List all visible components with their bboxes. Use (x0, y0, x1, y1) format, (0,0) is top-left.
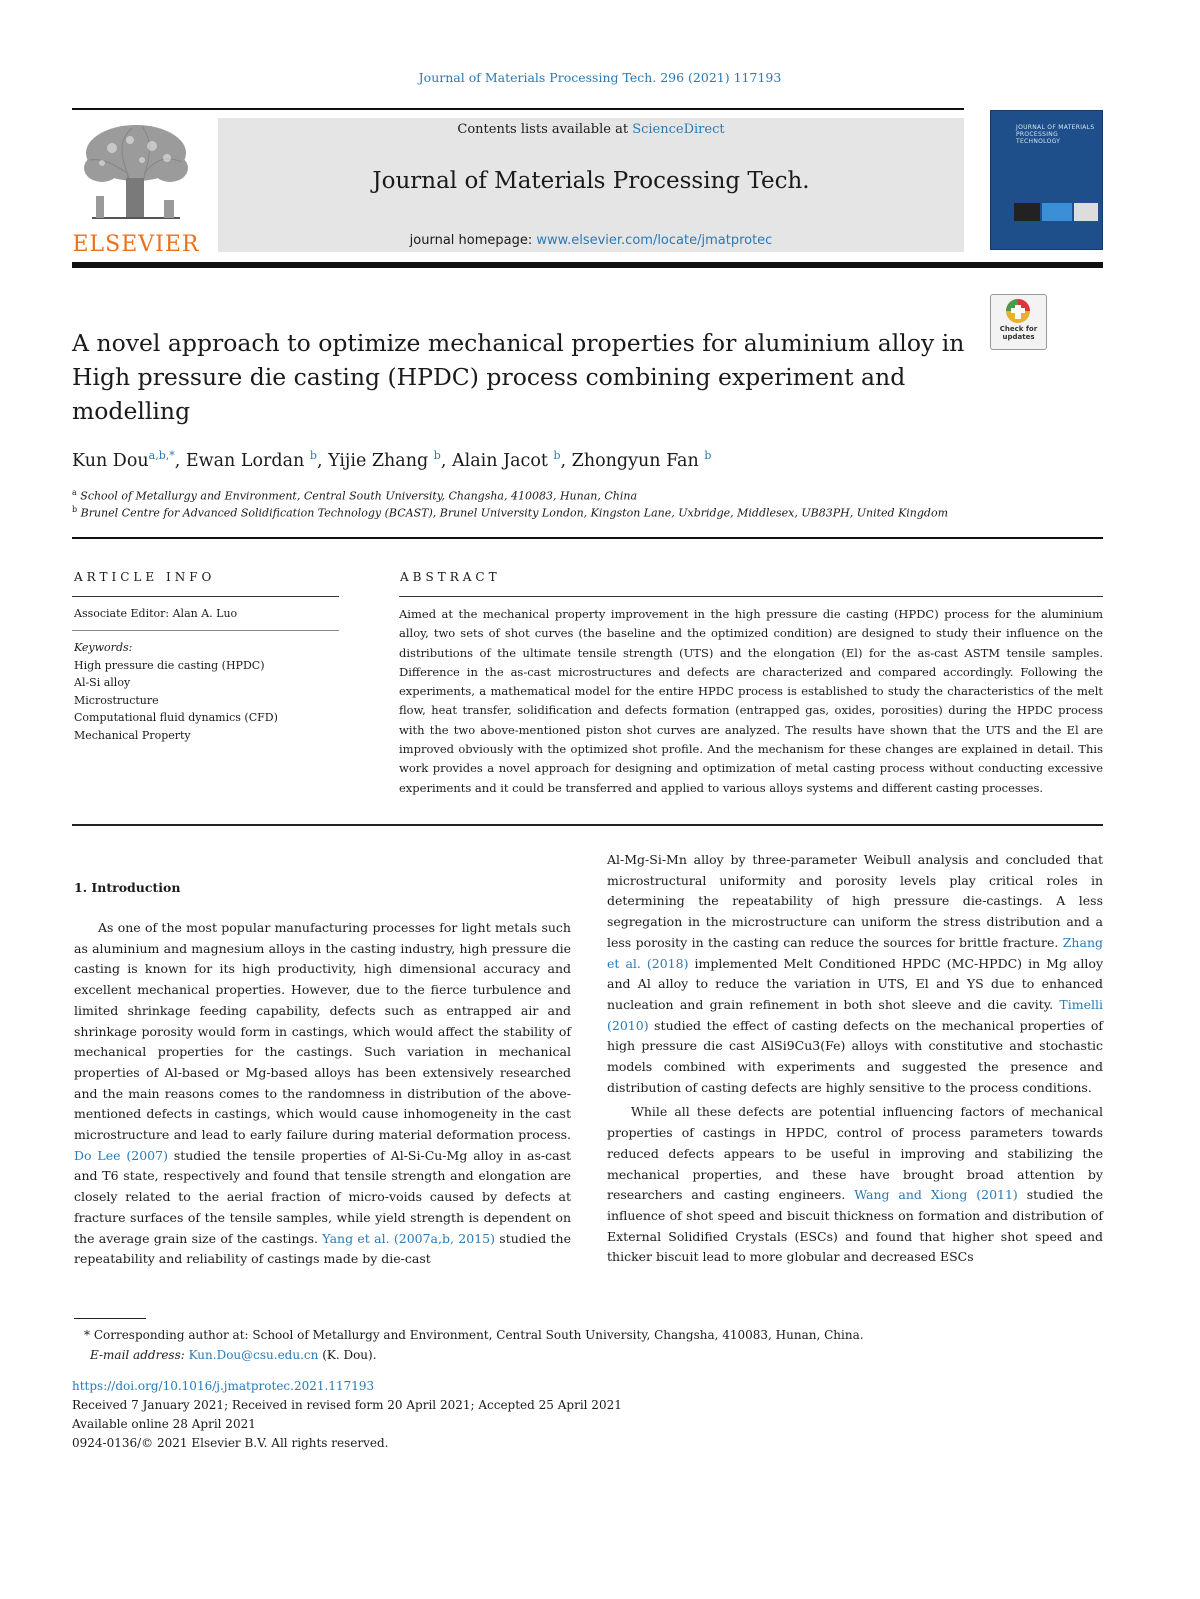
affiliation-text: Brunel Centre for Advanced Solidification Technology (BCAST), Brunel University London, Kingston Lane, Uxbridge, Middlesex, UB83PH, United Kingdom (80, 506, 949, 520)
abstract-text: Aimed at the mechanical property improvement in the high pressure die casting (HPDC) process for the aluminium alloy, two sets of shot curves (the baseline and the optimized condition) are designed to study their influence on the distributions of the ultimate tensile strength (UTS) and the elongation (El) for the as-cast ASTM tensile samples. Difference in the as-cast microstructures and defects are characterized and compared accordingly. Following the experiments, a mathematical model for the entire HPDC process is established to study the characteristics of the melt flow, heat transfer, solidification and defects formation (entrapped gas, oxides, porosities) during the HPDC process with the two above-mentioned piston shot curves are analyzed. The results have shown that the UTS and the El are improved obviously with the optimized shot profile. And the mechanism for these changes are explained in detail. This work provides a novel approach for designing and optimization of metal casting process without conducting excessive experiments and it could be transferred and applied to various alloys systems and different casting processes. (399, 607, 1103, 795)
keywords-rule (72, 630, 339, 631)
keywords-block (74, 639, 341, 744)
contents-prefix: Contents lists available at (457, 122, 633, 137)
citation-timelli-2010[interactable]: Timelli (2010) (607, 996, 1103, 1033)
affiliation-b (72, 505, 1102, 520)
intro-text-run: As one of the most popular manufacturing processes for light metals such as aluminium and magnesium alloys in the casting industry, high pressure die casting is known for its high productivity, high dimensional accuracy and excellent mechanical properties. However, due to the fierce turbulence and limited shrinkage feeding capability, defects such as entrapped air and shrinkage porosity would form in castings, which would affect the stability of mechanical properties for the castings. Such variation in mechanical properties of Al-based or Mg-based alloys has been extensively researched and the main reasons comes to the randomness in distribution of the above-mentioned defects in castings, which would cause inhomogeneity in the cast microstructure and lead to early failure during material deformation process. (74, 920, 571, 1143)
homepage-line (218, 233, 964, 248)
elsevier-tree-logo (72, 118, 200, 228)
associate-editor: Associate Editor: Alan A. Luo (74, 607, 238, 620)
footnote-line-1 (72, 1325, 1112, 1345)
affiliation-rule (72, 537, 1103, 539)
corresponding-author-footnote (72, 1325, 1112, 1365)
intro-text-run: Al-Mg-Si-Mn alloy by three-parameter Weibull analysis and concluded that microstructural uniformity and porosity levels play critical roles in determining the repeatability of high pressure die-castings. A less segregation in the microstructure can uniform the stress distribution and a less porosity in the casting can reduce the sources for brittle fracture. (607, 852, 1103, 950)
journal-title: Journal of Materials Processing Tech. (372, 168, 810, 194)
available-online: Available online 28 April 2021 (72, 1417, 256, 1431)
author-list: Kun Dou$^{a,b,*}$, Ewan Lordan $^b$, Yijie Zhang $^b$, Alain Jacot $^b$, Zhongyun Fan $^b$ (72, 449, 712, 471)
copyright: 0924-0136/© 2021 Elsevier B.V. All rights reserved. (72, 1436, 389, 1450)
abstract-rule (399, 596, 1103, 597)
keyword-item: Al-Si alloy (74, 676, 131, 689)
affiliation-text: School of Metallurgy and Environment, Central South University, Changsha, 410083, Hunan, China (80, 489, 638, 503)
footnote-line-2 (72, 1345, 1112, 1365)
contents-line (218, 122, 964, 137)
author-affiliation-mark[interactable]: b (704, 449, 712, 462)
doi-link[interactable]: https://doi.org/10.1016/j.jmatprotec.2021.117193 (72, 1379, 375, 1393)
citation-zhang-2018[interactable]: Zhang et al. (2018) (607, 934, 1103, 971)
author-name: Ewan Lordan (185, 450, 305, 471)
citation-wang-xiong-2011[interactable]: Wang and Xiong (2011) (854, 1187, 1018, 1203)
header-bottom-rule (72, 262, 1103, 268)
publisher-wordmark[interactable]: ELSEVIER (72, 232, 200, 257)
author-name: Alain Jacot (451, 450, 548, 471)
journal-homepage-link[interactable]: www.elsevier.com/locate/jmatprotec (536, 233, 773, 248)
author-affiliation-mark[interactable]: b (553, 449, 561, 462)
author-affiliation-mark[interactable]: a,b,* (148, 449, 175, 462)
running-head[interactable]: Journal of Materials Processing Tech. 296 (2021) 117193 (418, 70, 782, 85)
received-dates: Received 7 January 2021; Received in revised form 20 April 2021; Accepted 25 April 2021 (72, 1398, 622, 1412)
keyword-item: High pressure die casting (HPDC) (74, 658, 265, 672)
footnote-corresponding: Corresponding author at: School of Metallurgy and Environment, Central South University, Changsha, 410083, Hunan, China. (93, 1328, 864, 1342)
intro-text-run: studied the repeatability and reliability of castings made by die-cast (74, 1230, 571, 1267)
citation-do-lee-2007[interactable]: Do Lee (2007) (74, 1147, 168, 1163)
crossmark-label: Check for updates (999, 325, 1038, 341)
citation-yang-2007[interactable]: Yang et al. (2007a,b, 2015) (322, 1230, 495, 1246)
keyword-item: Microstructure (74, 693, 159, 707)
crossmark-icon (1003, 297, 1033, 325)
intro-text-run: studied the tensile properties of Al-Si-Cu-Mg alloy in as-cast and T6 state, respectively and found that tensile strength and elongation are closely related to the aerial fraction of micro-voids caused by defects at fracture surfaces of the tensile samples, while yield strength is dependent on the average grain size of the castings. (74, 1147, 572, 1246)
cover-image-2 (1042, 203, 1072, 221)
intro-text-run: studied the influence of shot speed and biscuit thickness on formation and distribution of External Solidified Crystals (ESCs) and found that higher shot speed and thicker biscuit lead to more globular and decreased ESCs (607, 1187, 1104, 1265)
introduction-heading: 1. Introduction (74, 880, 181, 895)
affiliation-mark: b (72, 505, 78, 514)
intro-paragraph-1-cont (607, 850, 1103, 1098)
sciencedirect-link[interactable]: ScienceDirect (632, 122, 725, 137)
author-email-link[interactable]: Kun.Dou@csu.edu.cn (188, 1348, 319, 1362)
intro-paragraph-2 (607, 1102, 1103, 1268)
header-top-rule (72, 108, 964, 110)
homepage-prefix: journal homepage: (409, 233, 537, 248)
intro-text-run: While all these defects are potential influencing factors of mechanical properties of castings in HPDC, control of process parameters towards reduced defects appears to be useful in improving and stabilizing the mechanical properties, and these have brought broad attention by researchers and casting engineers. (607, 1104, 1103, 1203)
affiliation-a (72, 488, 1102, 503)
author-affiliation-mark[interactable]: b (309, 449, 317, 462)
keywords-label: Keywords: (74, 641, 133, 654)
intro-text-run: implemented Melt Conditioned HPDC (MC-HPDC) in Mg alloy and Al alloy to reduce the variation in UTS, El and YS due to enhanced nucleation and grain refinement in both shot sleeve and die cavity. (607, 955, 1104, 1012)
intro-paragraph-1 (74, 918, 571, 1270)
intro-right-column (607, 850, 1103, 1268)
email-suffix: (K. Dou). (322, 1348, 377, 1362)
cover-image-1 (1014, 203, 1040, 221)
article-info-heading: ARTICLE INFO (74, 570, 216, 584)
intro-left-column (74, 918, 571, 1270)
email-label: E-mail address: (90, 1348, 185, 1362)
abstract-heading: ABSTRACT (400, 570, 501, 584)
article-metadata (72, 1377, 872, 1453)
keyword-item: Mechanical Property (74, 728, 191, 742)
author-name: Zhongyun Fan (571, 450, 699, 471)
affiliation-mark: a (72, 488, 77, 497)
cover-image-3 (1074, 203, 1098, 221)
keyword-item: Computational fluid dynamics (CFD) (74, 711, 278, 724)
author-name: Yijie Zhang (328, 450, 429, 471)
footnote-mark: * (84, 1328, 90, 1342)
author-name: Kun Dou (72, 450, 149, 471)
cover-title: JOURNAL OF MATERIALS PROCESSING TECHNOLOGY (1016, 124, 1095, 145)
author-affiliation-mark[interactable]: b (433, 449, 441, 462)
footnote-rule (74, 1318, 146, 1319)
paper-title: A novel approach to optimize mechanical properties for aluminium alloy in High pressure die casting (HPDC) process combining experiment and modelling (72, 329, 965, 425)
abstract-bottom-rule (72, 824, 1103, 826)
intro-text-run: studied the effect of casting defects on the mechanical properties of high pressure die cast AlSi9Cu3(Fe) alloys with constitutive and stochastic models combined with experiments and suggested the presence and distribution of casting defects are highly sensitive to the process conditions. (607, 1017, 1103, 1095)
article-info-rule (72, 596, 339, 597)
